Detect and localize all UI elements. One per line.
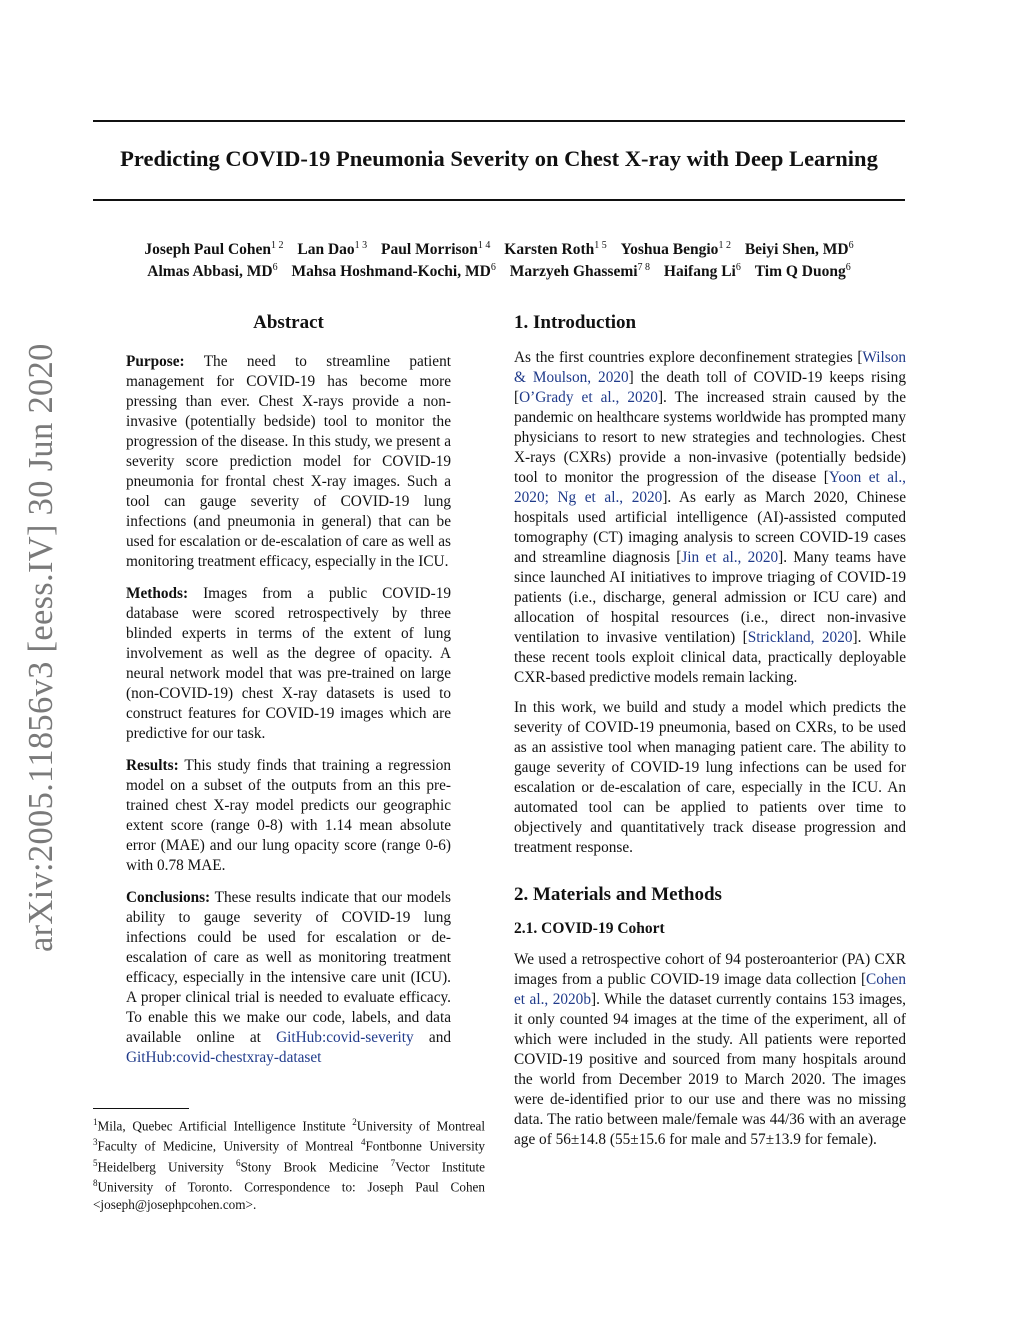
abstract-results: Results: This study finds that training a regression model on a subset of the outputs from an this pre-trained chest X-ray model predicts our geographic extent score (range 0-8) with 1.14 mean absolute error (MAE) and our lung opacity score (range 0-6) with 0.78 MAE. [126, 757, 451, 874]
author: Beiyi Shen, $MD^6$ [744, 240, 854, 259]
author: Lan Dao$^{1 3}$ [297, 240, 368, 259]
author: Almas Abbasi, $MD^6$ [147, 262, 278, 281]
citation-link[interactable]: Jin et al., 2020 [681, 549, 779, 566]
author: Mahsa Hoshmand-Kochi, $MD^6$ [291, 262, 496, 281]
author: Karsten Roth$^{1 5}$ [504, 240, 607, 259]
paper-title: Predicting COVID-19 Pneumonia Severity on Chest X-ray with Deep Learning [120, 146, 878, 171]
left-column [126, 312, 451, 1080]
right-column [514, 312, 906, 1160]
author: Yoshua Bengio$^{1 2}$ [620, 240, 731, 259]
footnote-rule [93, 1108, 189, 1109]
github-covid-severity-link[interactable]: GitHub:covid-severity [276, 1029, 414, 1046]
author: Joseph Paul Cohen$^{1 2}$ [144, 240, 284, 259]
author-line-2 [93, 258, 905, 282]
citation-link[interactable]: Wilson & Moulson, 2020 [514, 349, 906, 386]
introduction-paragraph-1: As the first countries explore deconfinement strategies [Wilson & Moulson, 2020] the death toll of COVID-19 keeps rising [O’Grady et al., 2020]. The increased strain caused by the pandemic on healthcare systems worldwide has prompted many physicians to resort to new strategies and technologies. Chest X-rays (CXRs) provide a non-invasive (potentially bedside) tool to monitor the progression of the disease [Yoon et al., 2020; Ng et al., 2020]. As early as March 2020, Chinese hospitals used artificial intelligence (AI)-assisted computed tomography (CT) imaging analysis to screen COVID-19 cases and streamline diagnosis [Jin et al., 2020]. Many teams have since launched AI initiatives to improve triaging of COVID-19 patients (i.e., discharge, general admission or ICU care) and allocation of hospital resources (i.e., direct non-invasive ventilation to invasive ventilation) [Strickland, 2020]. While these recent tools exploit clinical data, practically deployable CXR-based predictive models remain lacking. [514, 349, 906, 686]
github-covid-chestxray-dataset-link[interactable]: GitHub:covid-chestxray-dataset [126, 1049, 322, 1066]
arxiv-identifier-stamp: arXiv:2005.11856v3 [eess.IV] 30 Jun 2020 [22, 343, 60, 952]
affiliation-footnote: $^1$Mila, Quebec Artificial Intelligence Institute $^2$University of Montreal $^3$Faculty of Medicine, University of Montreal $^4$Fontbonne University $^5$Heidelberg University $^6$Stony Brook Medicine $^7$Vector Institute $^8$University of Toronto. Correspondence to: Joseph Paul Cohen <joseph@josephpcohen.com>. [93, 1117, 486, 1212]
author: Paul Morrison$^{1 4}$ [381, 240, 491, 259]
abstract-conclusions: Conclusions: These results indicate that our models ability to gauge severity of COVID-19 lung infections could be used for escalation or de-escalation of care as well as monitoring treatment efficacy, especially in the intensive care unit (ICU). A proper clinical trial is needed to evaluate efficacy. To enable this we make our code, labels, and data available online at GitHub:covid-severity and GitHub:covid-chestxray-dataset [126, 889, 451, 1066]
author-line-1 [93, 236, 905, 260]
abstract-purpose: Purpose: The need to streamline patient management for COVID-19 has become more pressing than ever. Chest X-rays provide a non-invasive (potentially bedside) tool to monitor the progression of the disease. In this study, we present a severity score prediction model for COVID-19 pneumonia for frontal chest X-ray images. Such a tool can gauge severity of COVID-19 lung infections (and pneumonia in general) that can be used for escalation or de-escalation of care as well as monitoring treatment efficacy, especially in the ICU. [126, 353, 451, 570]
title-rule-bottom [93, 199, 905, 201]
title-rule-top [93, 120, 905, 122]
citation-link[interactable]: Yoon et al., 2020; Ng et al., 2020 [514, 469, 906, 506]
abstract-methods: Methods: Images from a public COVID-19 database were scored retrospectively by three blinded experts in terms of the extent of lung involvement as well as the degree of opacity. A neural network model that was pre-trained on large (non-COVID-19) chest X-ray datasets is used to construct features for COVID-19 images which are predictive for our task. [126, 585, 451, 742]
covid-cohort-subheading: 2.1. COVID-19 Cohort [514, 920, 665, 937]
cohort-paragraph: We used a retrospective cohort of 94 posteroanterior (PA) CXR images from a public COVID-19 image data collection [Cohen et al., 2020b]. While the dataset currently contains 153 images, it only counted 94 images at the time of the experiment, all of which were included in the study. All patients were reported COVID-19 positive and sourced from many hospitals around the world from December 2019 to March 2020. The images were de-identified prior to our use and there was no missing data. The ratio between male/female was 44/36 with an average age of 56±14.8 (55±15.6 for male and 57±13.9 for female). [514, 951, 906, 1148]
author: Tim Q Duong$^6$ [754, 262, 851, 281]
citation-link[interactable]: Strickland, 2020 [747, 629, 853, 646]
materials-methods-heading: 2. Materials and Methods [514, 884, 722, 905]
introduction-paragraph-2: In this work, we build and study a model which predicts the severity of COVID-19 pneumonia, based on CXRs, to be used as an assistive tool when managing patient care. The ability to gauge severity of COVID-19 lung infections can be used for escalation or de-escalation of care, especially in the ICU. An automated tool can be applied to patients over time to objectively and quantitatively track disease progression and treatment response. [514, 699, 906, 856]
introduction-heading: 1. Introduction [514, 312, 637, 333]
abstract-heading: Abstract [253, 312, 324, 333]
author: Marzyeh Ghassemi$^{7 8}$ [509, 262, 651, 281]
citation-link[interactable]: O’Grady et al., 2020 [519, 389, 658, 406]
citation-link[interactable]: Cohen et al., 2020b [514, 971, 906, 1008]
author: Haifang Li$^6$ [663, 262, 741, 281]
